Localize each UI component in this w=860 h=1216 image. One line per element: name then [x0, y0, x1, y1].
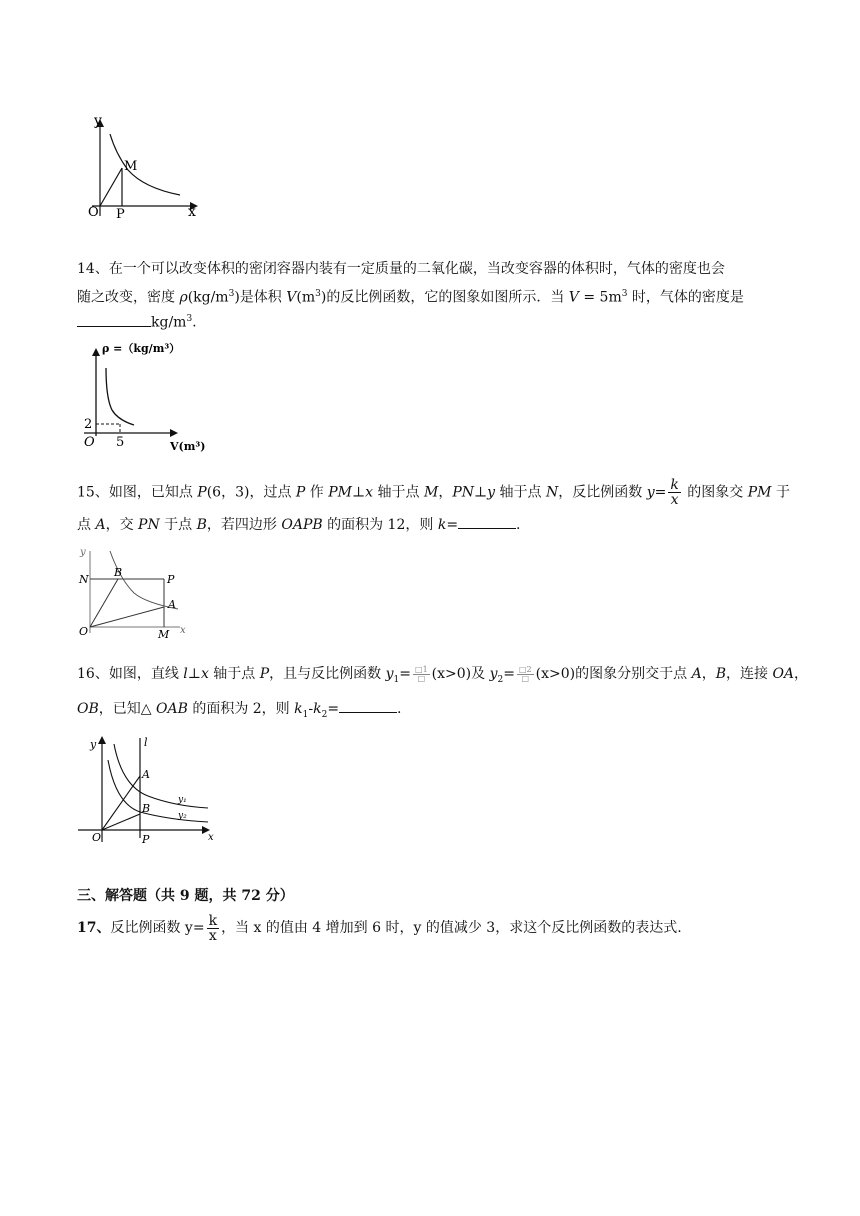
comma: ， — [794, 666, 809, 682]
var-k: k — [437, 517, 447, 533]
fraction-k2-over-x — [517, 666, 534, 683]
label-y: y — [80, 547, 86, 558]
q15-text: 如图，已知点 — [108, 484, 198, 501]
q14-line1 — [77, 259, 725, 279]
q14-line3 — [77, 309, 197, 333]
q15-line2 — [77, 514, 521, 535]
var-y: y — [489, 666, 498, 682]
x-axis-arrow — [170, 429, 178, 437]
subscript: 2 — [497, 674, 504, 685]
numerator: □2 — [518, 664, 532, 674]
label-b: B — [114, 566, 123, 579]
hyperbola-curve — [110, 134, 180, 195]
q14-text: 随之改变，密度 — [77, 289, 180, 306]
var-y: y — [487, 484, 496, 501]
q16-text: 的图象分别交于点 — [575, 666, 692, 682]
label-y: y — [90, 738, 97, 751]
var-k: k — [294, 701, 303, 717]
exponent: 3 — [228, 289, 235, 299]
numerator-k: k — [670, 477, 679, 493]
label-o: O — [88, 205, 99, 220]
q16-text: 的面积为 2，则 — [187, 701, 295, 717]
q14-answer-blank[interactable] — [77, 312, 151, 327]
exponent: 3 — [315, 289, 321, 299]
axis-x-label: V(m³) — [170, 440, 206, 453]
rho-symbol: ρ — [179, 289, 188, 306]
label-n: N — [79, 573, 89, 586]
q16-text: ，连接 — [725, 666, 773, 682]
label-p: P — [142, 833, 150, 846]
label-o: O — [84, 435, 95, 450]
q15-text: 于点 — [159, 517, 197, 533]
segment-oa: OA — [772, 666, 795, 682]
segment-ob — [90, 579, 118, 627]
q14-unit: kg/m — [151, 314, 187, 331]
curve-y1 — [114, 744, 208, 808]
exponent: 3 — [621, 289, 628, 299]
q15-text: 点 — [77, 517, 96, 533]
section-3-heading: 三、解答题（共 9 题，共 72 分） — [77, 888, 294, 904]
q14-text: )是体积 — [234, 289, 287, 306]
q15-text: 作 — [305, 484, 329, 501]
q14-text: = 5m — [578, 289, 622, 306]
line-l: l — [183, 666, 188, 682]
segment-oa — [90, 607, 164, 627]
q16-text: 及 — [471, 666, 490, 682]
segment-pm: PM — [747, 484, 772, 501]
point-m: M — [423, 484, 439, 501]
q17-text: ，当 x 的值由 4 增加到 6 时，y 的值减少 3，求这个反比例函数的表达式. — [221, 920, 682, 936]
label-x: x — [188, 204, 196, 220]
figure-15-graph — [76, 545, 196, 641]
label-a: A — [168, 598, 176, 611]
equals: = — [399, 666, 412, 682]
q15-number: 15、 — [77, 484, 109, 501]
denominator: □ — [417, 673, 426, 683]
y-axis-arrow — [98, 736, 106, 744]
q14-text: 时，气体的密度是 — [627, 289, 744, 306]
tick-5: 5 — [116, 435, 125, 450]
condition: (x>0) — [431, 666, 472, 682]
numerator: □1 — [415, 664, 428, 674]
label-y1: y₁ — [178, 795, 187, 805]
q14-number: 14、 — [77, 261, 109, 277]
q15-text: 轴于点 — [373, 484, 424, 501]
equals: = — [327, 701, 340, 717]
numerator-k: k — [208, 912, 218, 929]
label-m: M — [158, 628, 170, 641]
fraction-k-over-x — [207, 914, 219, 943]
q16-answer-blank[interactable] — [339, 698, 397, 713]
curve-y2 — [108, 760, 208, 822]
point-p: P — [259, 666, 270, 682]
point-n: N — [546, 484, 559, 501]
q15-text: 的面积为 12，则 — [322, 517, 438, 533]
equals: = — [654, 484, 667, 501]
label-x: x — [208, 832, 214, 843]
q17-number: 17、 — [77, 920, 111, 936]
q16-text: 轴于点 — [208, 666, 260, 682]
label-y: y — [94, 113, 102, 129]
q15-text: ，反比例函数 — [558, 484, 647, 501]
fraction-k-over-x — [668, 478, 680, 507]
label-o: O — [79, 625, 89, 638]
label-p: P — [116, 207, 125, 222]
exponent: 3 — [186, 314, 193, 324]
q15-answer-blank[interactable] — [458, 514, 516, 529]
label-o: O — [92, 831, 102, 844]
denominator-x: x — [670, 492, 679, 508]
var-x: x — [200, 666, 209, 682]
subscript: 1 — [393, 674, 400, 685]
q16-text: ，已知△ — [98, 701, 156, 717]
q17-line1 — [77, 913, 682, 943]
minus: - — [308, 701, 314, 717]
segment-om — [100, 168, 122, 206]
label-l: l — [144, 736, 148, 749]
q16-number: 16、 — [77, 666, 109, 682]
figure-13-graph — [80, 112, 205, 224]
q15-text: ，若四边形 — [206, 517, 282, 533]
q15-end: . — [516, 517, 521, 533]
q14-text: 在一个可以改变体积的密闭容器内装有一定质量的二氧化碳，当改变容器的体积时，气体的密度也会 — [108, 261, 725, 277]
perp-symbol: ⊥ — [474, 484, 488, 501]
figure-14-graph — [78, 336, 218, 456]
point-b: B — [196, 517, 207, 533]
q16-line2 — [77, 698, 402, 725]
var-x: x — [365, 484, 374, 501]
equals: = — [503, 666, 515, 682]
segment-pm: PM — [328, 484, 352, 501]
perp-symbol: ⊥ — [187, 666, 201, 682]
var-y: y — [385, 666, 394, 682]
coords: (6，3) — [206, 484, 250, 501]
axis-y-label: ρ =（kg/m³） — [102, 342, 181, 355]
fraction-k1-over-x — [413, 666, 430, 683]
segment-pn: PN — [452, 484, 474, 501]
point-p: P — [295, 484, 306, 501]
q16-line1 — [77, 664, 808, 690]
comma: ， — [438, 484, 453, 501]
q15-text: 于 — [771, 484, 790, 501]
q15-text: 轴于点 — [495, 484, 546, 501]
equals: = — [446, 517, 459, 533]
point-a: A — [95, 517, 106, 533]
segment-ob: OB — [77, 701, 99, 717]
q17-text: 反比例函数 y= — [110, 920, 205, 936]
condition: (x>0) — [535, 666, 576, 682]
q14-text: (kg/m — [187, 289, 229, 306]
point-p: P — [197, 484, 207, 501]
label-y2: y₂ — [178, 811, 187, 821]
subscript: 1 — [302, 709, 309, 720]
comma: ， — [701, 666, 716, 682]
tick-2: 2 — [84, 417, 93, 432]
q16-text: ，且与反比例函数 — [269, 666, 386, 682]
point-a: A — [691, 666, 702, 682]
var-k: k — [313, 701, 322, 717]
point-b: B — [715, 666, 726, 682]
var-y: y — [646, 484, 655, 501]
v-symbol: V — [568, 289, 579, 306]
q14-text: (m — [296, 289, 316, 306]
label-b: B — [142, 802, 151, 815]
perp-symbol: ⊥ — [352, 484, 366, 501]
quad-oapb: OAPB — [281, 517, 323, 533]
denominator-x: x — [208, 927, 217, 944]
hyperbola-curve — [106, 368, 134, 425]
q15-line1 — [77, 478, 790, 506]
subscript: 2 — [321, 709, 328, 720]
q14-text: )的反比例函数，它的图象如图所示．当 — [320, 289, 569, 306]
figure-16-graph — [74, 730, 224, 852]
label-m: M — [124, 159, 138, 174]
y-axis-arrow — [92, 348, 100, 356]
q16-text: 如图，直线 — [108, 666, 184, 682]
q15-text: 的图象交 — [682, 484, 748, 501]
triangle-oab: OAB — [155, 701, 188, 717]
denominator: □ — [521, 673, 530, 683]
label-p: P — [167, 573, 175, 586]
label-a: A — [142, 768, 150, 781]
label-x: x — [180, 625, 186, 636]
q14-end: . — [192, 314, 197, 331]
segment-pn: PN — [138, 517, 160, 533]
q15-text: ，交 — [105, 517, 139, 533]
q16-end: . — [397, 701, 402, 717]
q14-line2 — [77, 284, 744, 308]
v-symbol: V — [286, 289, 297, 306]
q15-text: ，过点 — [249, 484, 296, 501]
